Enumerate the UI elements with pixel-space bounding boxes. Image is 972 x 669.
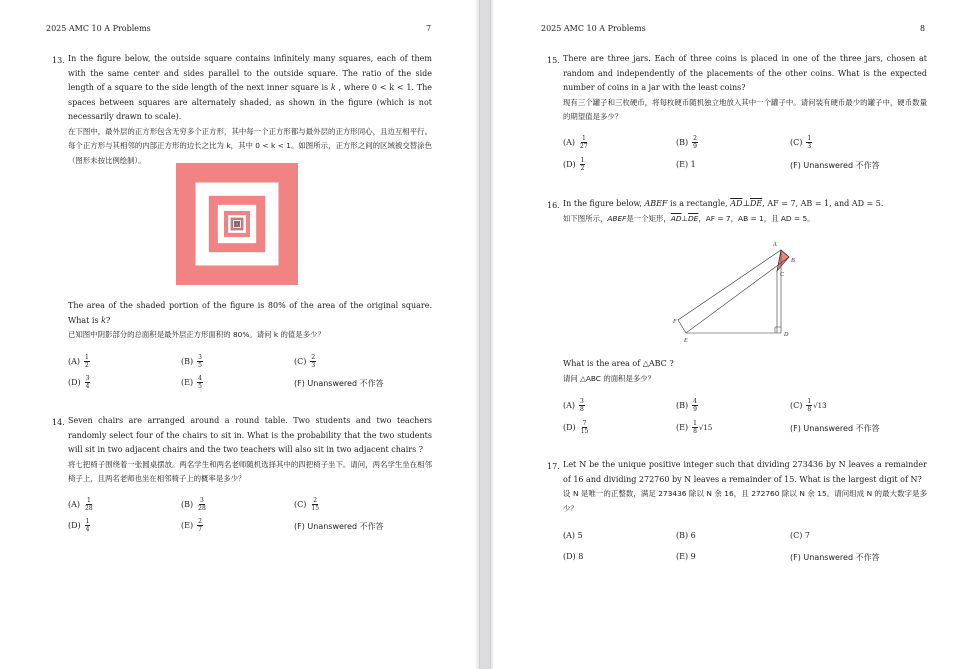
choice-e[interactable]: (E) $\frac{4}{5}$ bbox=[181, 375, 202, 390]
choice-b[interactable]: (B) $\frac{4}{9}$ bbox=[676, 398, 697, 413]
page-number: 7 bbox=[426, 24, 432, 33]
label-c: C bbox=[780, 272, 785, 278]
choice-d[interactable]: (D) $\frac{3}{4}$ bbox=[68, 375, 90, 390]
question-number: 17. bbox=[547, 462, 560, 471]
question-17-text: Let N be the unique positive integer such that dividing 273436 by N leaves a remainder of 16 and dividing 272760 by N leaves a remainder of 15. What is the largest digit of N? 设 N 是唯一的正整数，满足 273436 除以 N 余 16，且 272760 除以 N 余 15。请问组成 N 的最大数字是多少？ bbox=[563, 460, 927, 513]
choice-e[interactable]: (E) 9 bbox=[676, 552, 696, 561]
choice-c[interactable]: (C) 7 bbox=[790, 531, 810, 540]
left-page bbox=[0, 0, 476, 669]
choice-d[interactable]: (D) $\frac{1}{2}$ bbox=[563, 157, 585, 172]
choice-c[interactable]: (C) $\frac{1}{3}$ bbox=[790, 135, 812, 150]
choice-b[interactable]: (B) $\frac{3}{5}$ bbox=[181, 354, 202, 369]
choice-b[interactable]: (B) $\frac{2}{9}$ bbox=[676, 135, 697, 150]
rectangle-abef bbox=[678, 250, 789, 333]
nested-squares-figure bbox=[176, 163, 298, 285]
question-13-followup: The area of the shaded portion of the figure is 80% of the area of the original square. What is k? 已知图中阴影部分的总面积是最外层正方形面积的 80%。请问 k 的值是多少？ bbox=[68, 301, 432, 339]
choice-b[interactable]: (B) 6 bbox=[676, 531, 696, 540]
page-gutter bbox=[476, 0, 493, 669]
choice-c[interactable]: (C) $\frac{2}{15}$ bbox=[294, 497, 320, 512]
question-number: 14. bbox=[52, 418, 65, 427]
choice-f-unanswered[interactable]: (F) Unanswered 不作答 bbox=[790, 161, 880, 170]
page-number: 8 bbox=[920, 24, 926, 33]
choice-f-unanswered[interactable]: (F) Unanswered 不作答 bbox=[294, 522, 384, 531]
choice-d[interactable]: (D) $\frac{1}{4}$ bbox=[68, 518, 90, 533]
choice-e[interactable]: (E) $\frac{2}{7}$ bbox=[181, 518, 202, 533]
scrollbar[interactable] bbox=[479, 0, 491, 669]
question-14-text: Seven chairs are arranged around a round table. Two students and two teachers randomly select four of the chairs to sit in. What is the probability that the two students will sit in two adjacent chairs and the two teachers will also sit in two adjacent chairs ? 将七把椅子围绕着一张圆桌摆放。两名学生和两名老师随机选择其中的四把椅子坐下。请问，两名学生坐在相邻椅子上，且两名老师也坐在相邻椅子上的概率是多少？ bbox=[68, 416, 432, 483]
rectangle-figure bbox=[673, 238, 801, 344]
label-b: B bbox=[791, 258, 795, 264]
label-e: E bbox=[684, 338, 688, 344]
choice-a[interactable]: (A) $\frac{1}{28}$ bbox=[68, 497, 93, 512]
choice-a[interactable]: (A) $\frac{1}{27}$ bbox=[563, 135, 588, 150]
question-16-text: In the figure below, ABEF is a rectangle, $\overline{AD}\perp\overline{DE}$, AF = 7, AB = 1, and AD = 5. 如下图所示，ABEF是一个矩形，$\overline{AD}\perp\overline{DE}$，AF = 7，AB = 1，且 AD = 5。 bbox=[563, 199, 884, 223]
choice-f-unanswered[interactable]: (F) Unanswered 不作答 bbox=[294, 379, 384, 388]
choice-c[interactable]: (C) $\frac{1}{8}$ √13 bbox=[790, 398, 827, 413]
choice-c[interactable]: (C) $\frac{2}{3}$ bbox=[294, 354, 316, 369]
choice-a[interactable]: (A) $\frac{1}{2}$ bbox=[68, 354, 89, 369]
label-d: D bbox=[784, 332, 789, 338]
question-13-chinese: 在下图中，最外层的正方形包含无穷多个正方形，其中每一个正方形都与最外层的正方形同心，且边互相平行。每个正方形与其相邻的内部正方形的边长之比为 k，其中 0 < k < 1。如图所示，正方形之间的区域被交替涂色（图形未按比例绘制）。 bbox=[68, 126, 432, 165]
choice-e[interactable]: (E) 1 bbox=[676, 160, 696, 169]
unshaded-square bbox=[236, 223, 238, 225]
choice-a[interactable]: (A) 5 bbox=[563, 531, 583, 540]
choice-f-unanswered[interactable]: (F) Unanswered 不作答 bbox=[790, 553, 880, 562]
choice-d[interactable]: (D) 8 bbox=[563, 552, 584, 561]
choice-e[interactable]: (E) $\frac{1}{8}$ √15 bbox=[676, 420, 713, 435]
right-page bbox=[493, 0, 972, 669]
page-header-title: 2025 AMC 10 A Problems bbox=[46, 24, 151, 33]
label-f: F bbox=[673, 319, 677, 325]
right-angle-mark bbox=[775, 327, 781, 333]
question-number: 15. bbox=[547, 56, 560, 65]
question-16-ask: What is the area of △ABC ? 请问 △ABC 的面积是多少？ bbox=[563, 359, 674, 383]
label-a: A bbox=[773, 242, 777, 248]
question-15-text: There are three jars. Each of three coins is placed in one of the three jars, chosen at random and independently of the placements of the other coins. What is the expected number of coins in a jar with the least coins? 现有三个罐子和三枚硬币，将每枚硬币随机独立地放入其中一个罐子中。请问装有硬币最少的罐子中，硬币数量的期望值是多少？ bbox=[563, 54, 927, 121]
page-header-title: 2025 AMC 10 A Problems bbox=[541, 24, 646, 33]
choice-a[interactable]: (A) $\frac{3}{8}$ bbox=[563, 398, 584, 413]
question-13-text: In the figure below, the outside square contains infinitely many squares, each of them with the same center and sides parallel to the outside square. The ratio of the side length of a square to the side length of the next inner square is k , where 0 < k < 1. The spaces between squares are alternately shaded, as shown in the figure (which is not necessarily drawn to scale). 在下图中，最外层的正方形包含无穷多个正方形，其中每一个正方形都与最外层的正方形同心，且边互相平行。每个正方形与其相邻的内部正方形的边长之比为 k，其中 0 < k < 1。如图所示，正方形之间的区域被交替涂色（图形未按比例绘制）。 bbox=[68, 52, 432, 168]
choice-b[interactable]: (B) $\frac{3}{28}$ bbox=[181, 497, 206, 512]
choice-d[interactable]: (D) $\frac{7}{15}$ bbox=[563, 420, 589, 435]
choice-f-unanswered[interactable]: (F) Unanswered 不作答 bbox=[790, 424, 880, 433]
question-number: 13. bbox=[52, 56, 65, 65]
question-number: 16. bbox=[547, 201, 560, 210]
